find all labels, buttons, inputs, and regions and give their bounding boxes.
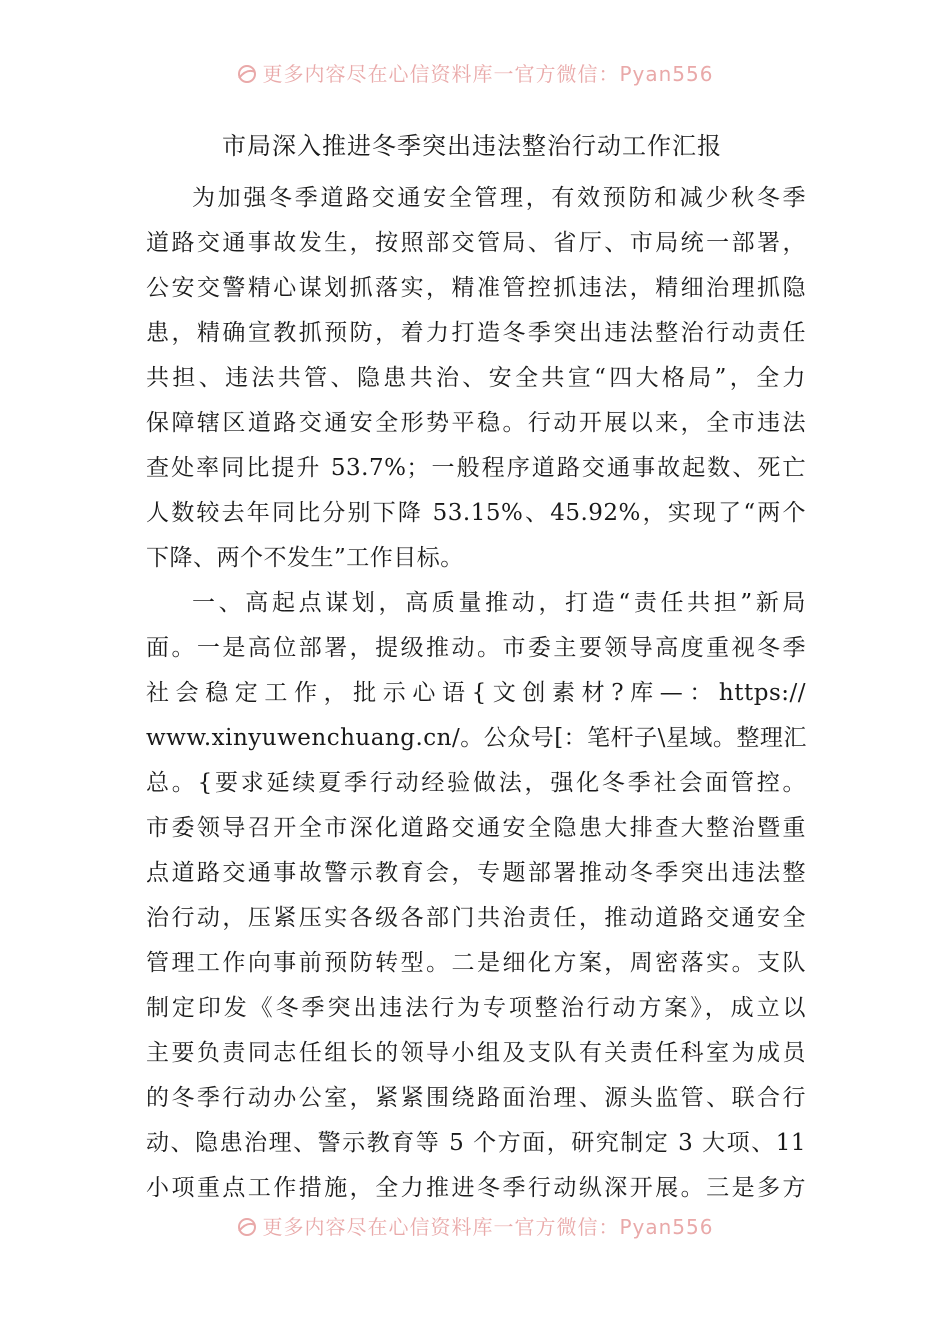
watermark-footer xyxy=(0,1211,950,1240)
body-line: 道路交通事故发生，按照部交管局、省厅、市局统一部署， xyxy=(146,230,806,256)
document-body xyxy=(146,176,806,1211)
body-line: 小项重点工作措施，全力推进冬季行动纵深开展。三是多方 xyxy=(146,1175,806,1201)
body-line: 社会稳定工作，批示心语{文创素材?库—：https:// xyxy=(146,680,806,706)
watermark-header xyxy=(0,58,950,87)
body-line: 动、隐患治理、警示教育等 5 个方面，研究制定 3 大项、11 xyxy=(146,1130,806,1156)
body-line: 管理工作向事前预防转型。二是细化方案，周密落实。支队 xyxy=(146,950,806,976)
document-title: 市局深入推进冬季突出违法整治行动工作汇报 xyxy=(222,132,722,160)
body-line: 制定印发《冬季突出违法行为专项整治行动方案》，成立以 xyxy=(146,995,806,1021)
body-line: 查处率同比提升 53.7%；一般程序道路交通事故起数、死亡 xyxy=(146,455,806,481)
body-line: 面。一是高位部署，提级推动。市委主要领导高度重视冬季 xyxy=(146,635,806,661)
watermark-footer-text: 更多内容尽在心信资料库一官方微信：Pyan556 xyxy=(262,1215,714,1239)
body-line: 主要负责同志任组长的领导小组及支队有关责任科室为成员 xyxy=(146,1040,806,1066)
body-line: 公安交警精心谋划抓落实，精准管控抓违法，精细治理抓隐 xyxy=(146,275,806,301)
body-line: 的冬季行动办公室，紧紧围绕路面治理、源头监管、联合行 xyxy=(146,1085,806,1111)
body-line: 下降、两个不发生”工作目标。 xyxy=(146,545,464,571)
body-line: 患，精确宣教抓预防，着力打造冬季突出违法整治行动责任 xyxy=(146,320,806,346)
section-heading-line: 一、高起点谋划，高质量推动，打造“责任共担”新局 xyxy=(192,590,806,616)
body-line: 人数较去年同比分别下降 53.15%、45.92%，实现了“两个 xyxy=(146,500,806,526)
body-line: 为加强冬季道路交通安全管理，有效预防和减少秋冬季 xyxy=(192,185,806,211)
body-line: 共担、违法共管、隐患共治、安全共宣“四大格局”，全力 xyxy=(146,365,806,391)
watermark-logo-icon xyxy=(236,1216,258,1238)
watermark-header-text: 更多内容尽在心信资料库一官方微信：Pyan556 xyxy=(262,62,714,86)
body-line: 市委领导召开全市深化道路交通安全隐患大排查大整治暨重 xyxy=(146,815,806,841)
body-line: 总。{要求延续夏季行动经验做法，强化冬季社会面管控。 xyxy=(146,770,806,796)
body-line: 点道路交通事故警示教育会，专题部署推动冬季突出违法整 xyxy=(146,860,806,886)
watermark-logo-icon xyxy=(236,63,258,85)
body-line: 保障辖区道路交通安全形势平稳。行动开展以来，全市违法 xyxy=(146,410,806,436)
body-line: www.xinyuwenchuang.cn/。公众号[：笔杆子\星域。整理汇 xyxy=(146,725,807,751)
body-line: 治行动，压紧压实各级各部门共治责任，推动道路交通安全 xyxy=(146,905,806,931)
